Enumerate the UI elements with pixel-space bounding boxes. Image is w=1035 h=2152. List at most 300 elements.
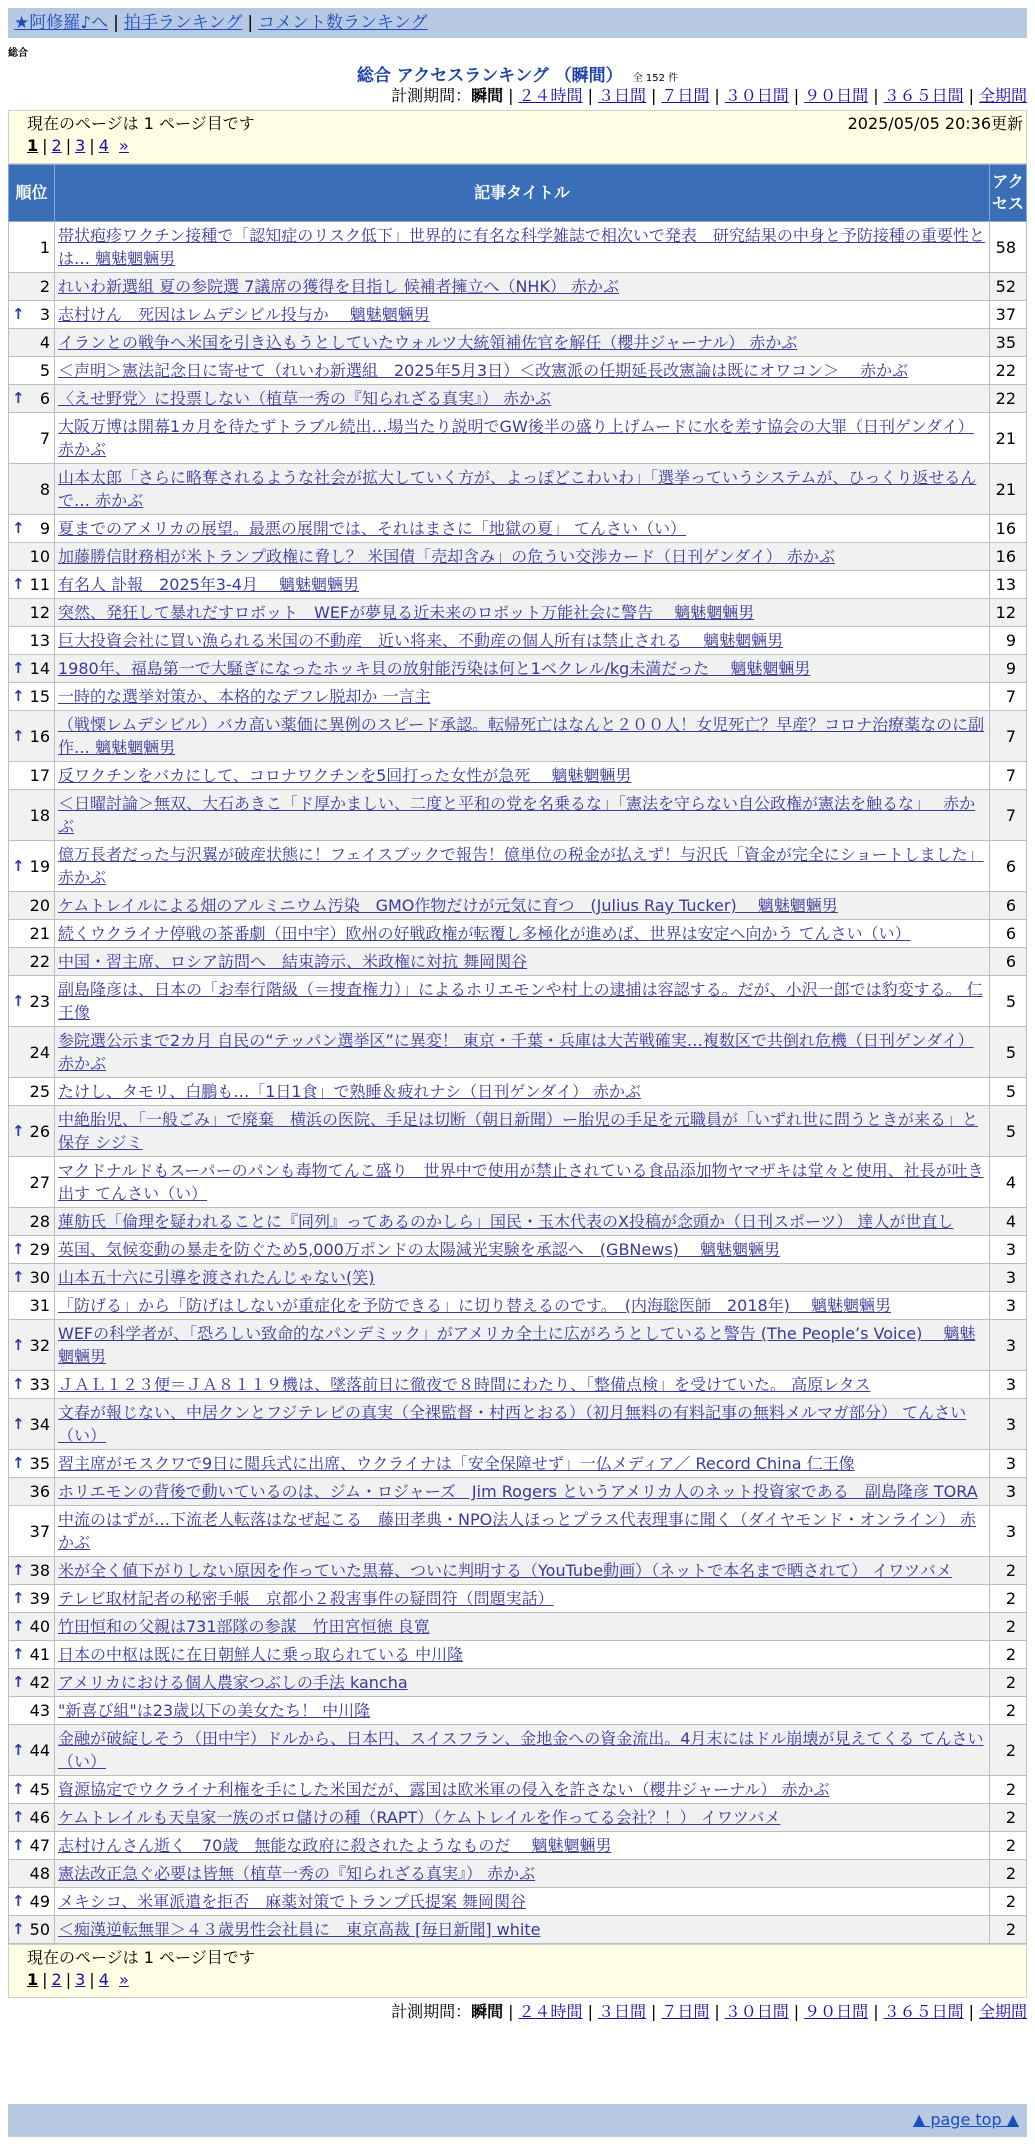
title-cell [55,1027,990,1078]
article-title-link[interactable]: 帯状疱疹ワクチン接種で「認知症のリスク低下」世界的に有名な科学雑誌で相次いで発表 研究結果の中身と予防接種の重要性とは… 魑魅魍魎男 [58,226,985,268]
pager-separator: | [89,136,95,155]
category-label: 総合 [8,48,28,59]
period-separator: | [587,2002,593,2021]
title-cell [55,1804,990,1832]
article-title-link[interactable]: ＪＡＬ１２３便＝ＪＡ８１１９機は、墜落前日に徹夜で８時間にわたり、「整備点検」を受けていた。 高原レタス [58,1375,871,1394]
up-arrow-icon: ↑ [12,1268,25,1286]
access-count: 3 [990,1320,1027,1371]
up-arrow-icon: ↑ [12,991,25,1010]
rank-cell [9,543,55,571]
table-row [9,1399,1027,1450]
access-count: 12 [990,599,1027,627]
rank-cell [9,892,55,920]
title-cell [55,571,990,599]
table-row [9,1888,1027,1916]
title-cell [55,1106,990,1157]
header-title: 記事タイトル [55,165,990,222]
title-cell [55,413,990,464]
table-row [9,1725,1027,1776]
rank-number: 25 [29,1082,50,1101]
table-row [9,1292,1027,1320]
nav-comment-ranking-link[interactable]: コメント数ランキング [258,13,428,33]
table-row [9,627,1027,655]
up-arrow-icon: ↑ [12,687,25,705]
article-title-link[interactable]: 志村けんさん逝く 70歳 無能な政府に殺されたようなものだ 魑魅魍魎男 [58,1836,612,1855]
title-cell [55,1157,990,1208]
period-option-link[interactable]: ３６５日間 [883,86,964,105]
pager-page-link[interactable]: 4 [98,136,109,155]
page-info-top [8,110,1027,164]
rank-number: 13 [29,631,50,650]
title-cell [55,329,990,357]
rank-number: 16 [29,726,50,746]
pager-page-link[interactable]: 3 [75,136,86,155]
article-title-link[interactable]: WEFの科学者が、「恐ろしい致命的なパンデミック」がアメリカ全土に広がろうとしていると警告 (The People’s Voice) 魑魅魍魎男 [58,1324,976,1366]
article-title-link[interactable]: 巨大投資会社に買い漁られる米国の不動産 近い将来、不動産の個人所有は禁止される 魑魅魍魎男 [58,631,784,650]
rank-cell [9,655,55,683]
table-row [9,1208,1027,1236]
table-row [9,1236,1027,1264]
rank-number: 5 [39,361,50,380]
article-title-link[interactable]: 日本の中枢は既に在日朝鮮人に乗っ取られている 中川隆 [58,1645,464,1664]
article-title-link[interactable]: イランとの戦争へ米国を引き込もうとしていたウォルツ大統領補佐官を解任（櫻井ジャーナル） 赤かぶ [58,333,798,352]
period-separator: | [587,86,593,105]
title-cell [55,892,990,920]
page-top-link[interactable]: ▲ page top ▲ [912,2110,1019,2129]
access-count: 4 [990,1208,1027,1236]
page-title-text: 総合 アクセスランキング （瞬間） [356,66,623,86]
rank-cell [9,1027,55,1078]
up-arrow-icon: ↑ [12,575,25,593]
pager-separator: | [65,1970,72,1989]
period-current: 瞬間 [471,2002,504,2021]
period-option-link[interactable]: ３０日間 [724,86,789,105]
period-option-link[interactable]: ２４時間 [518,2002,583,2021]
title-cell [55,1078,990,1106]
access-count: 3 [990,1478,1027,1506]
rank-cell [9,762,55,790]
title-cell [55,711,990,762]
rank-cell [9,1860,55,1888]
nav-home-link[interactable]: ★阿修羅♪へ [14,13,109,33]
rank-number: 11 [29,575,50,594]
table-row [9,1478,1027,1506]
rank-cell [9,1506,55,1557]
article-title-link[interactable]: 参院選公示まで2カ月 自民の“テッパン選挙区”に異変！ 東京・千葉・兵庫は大苦戦確実…複数区で共倒れ危機（日刊ゲンダイ） 赤かぶ [58,1031,974,1073]
title-cell [55,1236,990,1264]
table-row [9,920,1027,948]
up-arrow-icon: ↑ [12,1673,25,1691]
access-count: 2 [990,1776,1027,1804]
rank-number: 28 [29,1212,50,1231]
article-title-link[interactable]: 習主席がモスクワで9日に閲兵式に出席、ウクライナは「安全保障せず」一仏メディア／ Record China 仁王像 [58,1454,855,1473]
article-title-link[interactable]: 英国、気候変動の暴走を防ぐため5,000万ポンドの太陽減光実験を承認へ (GBNews) 魑魅魍魎男 [58,1240,780,1259]
up-arrow-icon: ↑ [12,1121,25,1140]
title-cell [55,1478,990,1506]
table-row [9,1371,1027,1399]
rank-cell [9,1832,55,1860]
rank-cell [9,1613,55,1641]
title-cell [55,464,990,515]
title-cell [55,1399,990,1450]
rank-number: 18 [29,805,50,825]
rank-number: 37 [29,1521,50,1541]
title-cell [55,1506,990,1557]
table-row [9,1506,1027,1557]
period-option-link[interactable]: ７日間 [661,2002,710,2021]
rank-cell [9,464,55,515]
table-row [9,1264,1027,1292]
pager-separator: | [89,1970,95,1989]
rank-cell [9,1916,55,1944]
rank-cell [9,1641,55,1669]
rank-cell [9,1106,55,1157]
pager-separator: | [65,136,72,155]
article-title-link[interactable]: テレビ取材記者の秘密手帳 京都小２殺害事件の疑問符（問題実話） [58,1589,554,1608]
rank-cell [9,1078,55,1106]
article-title-link[interactable]: 〈えせ野党〉に投票しない（植草一秀の『知られざる真実』） 赤かぶ [58,389,552,408]
period-option-link[interactable]: ９０日間 [804,86,869,105]
top-nav-bar [8,8,1027,38]
title-cell [55,1697,990,1725]
table-row [9,1860,1027,1888]
pager-page-link[interactable]: 2 [51,136,62,155]
table-row [9,1450,1027,1478]
access-count: 6 [990,948,1027,976]
table-row [9,1641,1027,1669]
rank-number: 20 [29,896,50,915]
period-option-link[interactable]: ７日間 [661,86,710,105]
access-count: 37 [990,301,1027,329]
period-option-link[interactable]: ３日間 [597,2002,646,2021]
table-row [9,1557,1027,1585]
article-title-link[interactable]: ケムトレイルも天皇家一族のボロ儲けの種（RAPT）（ケムトレイルを作ってる会社？！） イワツバメ [58,1808,781,1827]
article-title-link[interactable]: 中絶胎児、「一般ごみ」で廃棄 横浜の医院、手足は切断（朝日新聞）ー胎児の手足を元職員が「いずれ世に問うときが来る」と保存 シジミ [58,1110,979,1152]
period-separator: | [968,2002,974,2021]
table-row [9,515,1027,543]
access-count: 13 [990,571,1027,599]
article-title-link[interactable]: 文春が報じない、中居クンとフジテレビの真実（全裸監督・村西とおる）（初月無料の有料記事の無料メルマガ部分） てんさい（い） [58,1403,967,1445]
title-cell [55,1264,990,1292]
pager-page-link[interactable]: 4 [98,1970,109,1989]
title-cell [55,1888,990,1916]
title-cell [55,976,990,1027]
article-title-link[interactable]: 突然、発狂して暴れだすロボット WEFが夢見る近未来のロボット万能社会に警告 魑魅魍魎男 [58,603,755,622]
period-option-link[interactable]: ３０日間 [724,2002,789,2021]
article-title-link[interactable]: 蓮舫氏「倫理を疑われることに『同列』ってあるのかしら」国民・玉木代表のX投稿が念頭か（日刊スポーツ） 達人が世直し [58,1212,954,1231]
table-row [9,1776,1027,1804]
title-cell [55,1669,990,1697]
table-row [9,892,1027,920]
table-row [9,948,1027,976]
rank-cell [9,790,55,841]
access-count: 16 [990,543,1027,571]
table-row [9,1804,1027,1832]
up-arrow-icon: ↑ [12,1892,25,1910]
access-count: 7 [990,762,1027,790]
article-title-link[interactable]: 副島隆彦は、日本の「お奉行階級（＝捜査権力）」によるホリエモンや村上の逮捕は容認する。だが、小沢一郎では豹変する。 仁王像 [58,980,983,1022]
page-info-text: 現在のページは 1 ページ目です [27,1948,255,1967]
access-count: 7 [990,790,1027,841]
table-row [9,1669,1027,1697]
access-count: 9 [990,627,1027,655]
nav-clap-ranking-link[interactable]: 拍手ランキング [123,13,243,33]
rank-number: 14 [29,659,50,678]
table-row [9,790,1027,841]
title-cell [55,357,990,385]
up-arrow-icon: ↑ [12,1589,25,1607]
rank-number: 49 [29,1892,50,1911]
rank-cell [9,1557,55,1585]
article-title-link[interactable]: 反ワクチンをバカにして、コロナワクチンを5回打った女性が急死 魑魅魍魎男 [58,766,632,785]
rank-cell [9,1208,55,1236]
up-arrow-icon: ↑ [12,856,25,875]
access-count: 2 [990,1641,1027,1669]
updated-time: 2025/05/05 20:36更新 [847,114,1023,133]
title-cell [55,1613,990,1641]
article-title-link[interactable]: 米が全く値下がりしない原因を作っていた黒幕、ついに判明する（YouTube動画）（ネットで本名まで晒されて） イワツバメ [58,1561,952,1580]
period-option-link[interactable]: ２４時間 [518,86,583,105]
title-cell [55,1371,990,1399]
title-cell [55,1292,990,1320]
table-row [9,301,1027,329]
article-title-link[interactable]: 「防げる」から「防げはしないが重症化を予防できる」に切り替えるのです。 (内海聡医師 2018年) 魑魅魍魎男 [58,1296,892,1315]
title-cell [55,627,990,655]
article-title-link[interactable]: たけし、タモリ、白鵬も…「1日1食」で熟睡＆疲れナシ（日刊ゲンダイ） 赤かぶ [58,1082,642,1101]
access-count: 6 [990,892,1027,920]
article-title-link[interactable]: マクドナルドもスーパーのパンも毒物てんこ盛り 世界中で使用が禁止されている食品添加物ヤマザキは堂々と使用、社長が吐き出す てんさい（い） [58,1161,984,1203]
period-option-link[interactable]: ３日間 [597,86,646,105]
rank-number: 33 [29,1375,50,1394]
period-separator: | [873,86,879,105]
access-count: 7 [990,711,1027,762]
table-row [9,762,1027,790]
access-count: 22 [990,385,1027,413]
article-title-link[interactable]: 億万長者だった与沢翼が破産状態に！フェイスブックで報告！億単位の税金が払えず！与沢氏「資金が完全にショートしました」 赤かぶ [58,845,984,887]
rank-number: 40 [29,1617,50,1636]
table-row [9,1832,1027,1860]
up-arrow-icon: ↑ [12,1414,25,1433]
rank-number: 24 [29,1042,50,1062]
access-count: 7 [990,683,1027,711]
title-cell [55,1208,990,1236]
up-arrow-icon: ↑ [12,1740,25,1759]
article-title-link[interactable]: 竹田恒和の父親は731部隊の参謀 竹田宮恒徳 良寛 [58,1617,430,1636]
access-count: 4 [990,1157,1027,1208]
article-title-link[interactable]: 続くウクライナ停戦の茶番劇（田中宇）欧州の好戦政権が転覆し多極化が進めば、世界は安定へ向かう てんさい（い） [58,924,911,943]
article-title-link[interactable]: 金融が破綻しそう（田中宇）ドルから、日本円、スイスフラン、金地金への資金流出。4月末にはドル崩壊が見えてくる てんさい（い） [58,1729,984,1771]
article-title-link[interactable]: 中流のはずが…下流老人転落はなぜ起こる 藤田孝典・NPO法人ほっとプラス代表理事に聞く（ダイヤモンド・オンライン） 赤かぶ [58,1510,977,1552]
article-title-link[interactable]: 憲法改正急ぐ必要は皆無（植草一秀の『知られざる真実』） 赤かぶ [58,1864,536,1883]
rank-cell [9,1236,55,1264]
up-arrow-icon: ↑ [12,1617,25,1635]
table-row [9,571,1027,599]
rank-cell [9,920,55,948]
title-cell [55,543,990,571]
rank-cell [9,273,55,301]
table-row [9,222,1027,273]
article-title-link[interactable]: （戦慄レムデシビル）バカ高い薬価に異例のスピード承認。転帰死亡はなんと２００人！女児死亡？早産？コロナ治療薬なのに副作… 魑魅魍魎男 [58,715,985,757]
rank-cell [9,1399,55,1450]
article-title-link[interactable]: メキシコ、米軍派遣を拒否 麻薬対策でトランプ氏提案 舞岡関谷 [58,1892,526,1911]
article-title-link[interactable]: 志村けん 死因はレムデシビル投与か 魑魅魍魎男 [58,305,430,324]
title-cell [55,1725,990,1776]
table-row [9,1585,1027,1613]
title-cell [55,655,990,683]
article-title-link[interactable]: ＜声明＞憲法記念日に寄せて（れいわ新選組 2025年5月3日）＜改憲派の任期延長改憲論は既にオワコン＞ 赤かぶ [58,361,909,380]
rank-number: 44 [29,1740,50,1760]
title-cell [55,948,990,976]
title-cell [55,790,990,841]
article-title-link[interactable]: 山本五十六に引導を渡されたんじゃない(笑) [58,1268,375,1287]
access-count: 2 [990,1888,1027,1916]
access-count: 5 [990,1027,1027,1078]
period-selector-top [391,86,1027,106]
rank-number: 29 [29,1240,50,1259]
pager-current: 1 [27,136,39,155]
table-row [9,655,1027,683]
title-cell [55,1916,990,1944]
period-label: 計測期間： [391,2002,472,2021]
access-count: 5 [990,1106,1027,1157]
rank-number: 19 [29,856,50,876]
pager-next-link[interactable]: » [119,1970,129,1989]
access-count: 3 [990,1264,1027,1292]
table-row [9,1613,1027,1641]
access-count: 6 [990,920,1027,948]
pager-page-link[interactable]: 3 [75,1970,86,1989]
article-title-link[interactable]: ＜痴漢逆転無罪＞４３歳男性会社員に 東京高裁 [毎日新聞] white [58,1920,541,1939]
period-separator: | [650,86,657,105]
access-count: 3 [990,1371,1027,1399]
access-count: 2 [990,1832,1027,1860]
table-row [9,543,1027,571]
period-separator: | [714,86,720,105]
title-cell [55,301,990,329]
title-cell [55,599,990,627]
page-title [0,61,1035,86]
rank-number: 23 [29,991,50,1011]
rank-cell [9,413,55,464]
pager-next-link[interactable]: » [119,136,129,155]
article-title-link[interactable]: 大阪万博は開幕1カ月を待たずトラブル続出…場当たり説明でGW後半の盛り上げムードに水を差す協会の大罪（日刊ゲンダイ） 赤かぶ [58,417,974,459]
access-count: 3 [990,1236,1027,1264]
rank-cell [9,515,55,543]
ranking-table [8,164,1027,1944]
period-separator: | [968,86,974,105]
up-arrow-icon: ↑ [12,1780,25,1798]
rank-cell [9,385,55,413]
title-cell [55,1585,990,1613]
access-count: 22 [990,357,1027,385]
up-arrow-icon: ↑ [12,1335,25,1354]
rank-number: 6 [39,389,50,408]
table-row [9,1157,1027,1208]
rank-cell [9,1292,55,1320]
article-title-link[interactable]: 一時的な選挙対策か、本格的なデフレ脱却か 一言主 [58,687,431,706]
title-cell [55,515,990,543]
rank-number: 30 [29,1268,50,1287]
table-row [9,1106,1027,1157]
article-title-link[interactable]: 夏までのアメリカの展望。最悪の展開では、それはまさに「地獄の夏」 てんさい（い） [58,519,686,538]
article-title-link[interactable]: ホリエモンの背後で動いているのは、ジム・ロジャーズ Jim Rogers というアメリカ人のネット投資家である 副島隆彦 TORA [58,1482,978,1501]
article-title-link[interactable]: 1980年、福島第一で大騒ぎになったホッキ貝の放射能汚染は何と1ベクレル/kg未満だった 魑魅魍魎男 [58,659,811,678]
title-cell [55,1557,990,1585]
table-row [9,1027,1027,1078]
period-option-link[interactable]: 全期間 [978,2002,1027,2021]
rank-number: 2 [39,277,50,296]
rank-cell [9,948,55,976]
article-title-link[interactable]: 中国・習主席、ロシア訪問へ 結束誇示、米政権に対抗 舞岡関谷 [58,952,528,971]
rank-cell [9,976,55,1027]
period-label: 計測期間： [391,86,472,105]
pager-separator: | [42,1970,48,1989]
article-title-link[interactable]: 有名人 訃報 2025年3-4月 魑魅魍魎男 [58,575,360,594]
rank-number: 15 [29,687,50,706]
table-header-row [9,165,1027,222]
rank-number: 32 [29,1335,50,1355]
title-cell [55,1776,990,1804]
article-title-link[interactable]: "新喜び組"は23歳以下の美女たち！ 中川隆 [58,1701,371,1720]
article-title-link[interactable]: れいわ新選組 夏の参院選 7議席の獲得を目指し 候補者擁立へ（NHK） 赤かぶ [58,277,620,296]
up-arrow-icon: ↑ [12,1561,25,1579]
up-arrow-icon: ↑ [12,1375,25,1393]
rank-number: 47 [29,1836,50,1855]
table-row [9,841,1027,892]
rank-number: 35 [29,1454,50,1473]
access-count: 6 [990,841,1027,892]
rank-number: 21 [29,924,50,943]
title-cell [55,762,990,790]
access-count: 9 [990,655,1027,683]
access-count: 3 [990,1292,1027,1320]
rank-number: 41 [29,1645,50,1664]
rank-number: 27 [29,1172,50,1192]
access-count: 3 [990,1506,1027,1557]
article-title-link[interactable]: 資源協定でウクライナ利権を手にした米国だが、露国は欧米軍の侵入を許さない（櫻井ジャーナル） 赤かぶ [58,1780,830,1799]
up-arrow-icon: ↑ [12,1808,25,1826]
period-option-link[interactable]: ９０日間 [804,2002,869,2021]
article-title-link[interactable]: 加藤勝信財務相が米トランプ政権に脅し？ 米国債「売却含み」の危うい交渉カード（日刊ゲンダイ） 赤かぶ [58,547,835,566]
header-rank: 順位 [9,165,55,222]
rank-cell [9,1371,55,1399]
period-current: 瞬間 [471,86,504,105]
period-separator: | [508,2002,514,2021]
rank-number: 10 [29,547,50,566]
article-title-link[interactable]: アメリカにおける個人農家つぶしの手法 kancha [58,1673,408,1692]
period-option-link[interactable]: 全期間 [978,86,1027,105]
article-title-link[interactable]: ケムトレイルによる畑のアルミニウム汚染 GMO作物だけが元気に育つ (Julius Ray Tucker) 魑魅魍魎男 [58,896,838,915]
rank-number: 50 [29,1920,50,1939]
pager-page-link[interactable]: 2 [51,1970,62,1989]
access-count: 5 [990,976,1027,1027]
access-count: 2 [990,1916,1027,1944]
title-cell [55,1450,990,1478]
rank-number: 34 [29,1414,50,1434]
rank-number: 3 [39,305,50,324]
period-option-link[interactable]: ３６５日間 [883,2002,964,2021]
rank-number: 12 [29,603,50,622]
access-count: 2 [990,1585,1027,1613]
article-title-link[interactable]: 山本太郎「さらに略奪されるような社会が拡大していく方が、よっぽどこわいわ」「選挙っていうシステムが、ひっくり返せるんで… 赤かぶ [58,468,977,510]
rank-cell [9,599,55,627]
page-info-bottom [8,1944,1027,1998]
period-separator: | [714,2002,720,2021]
table-row [9,711,1027,762]
article-title-link[interactable]: ＜日曜討論＞無双、大石あきこ「ド厚かましい、二度と平和の党を名乗るな」「憲法を守らない自公政権が憲法を触るな」 赤かぶ [58,794,976,836]
rank-cell [9,222,55,273]
table-row [9,464,1027,515]
